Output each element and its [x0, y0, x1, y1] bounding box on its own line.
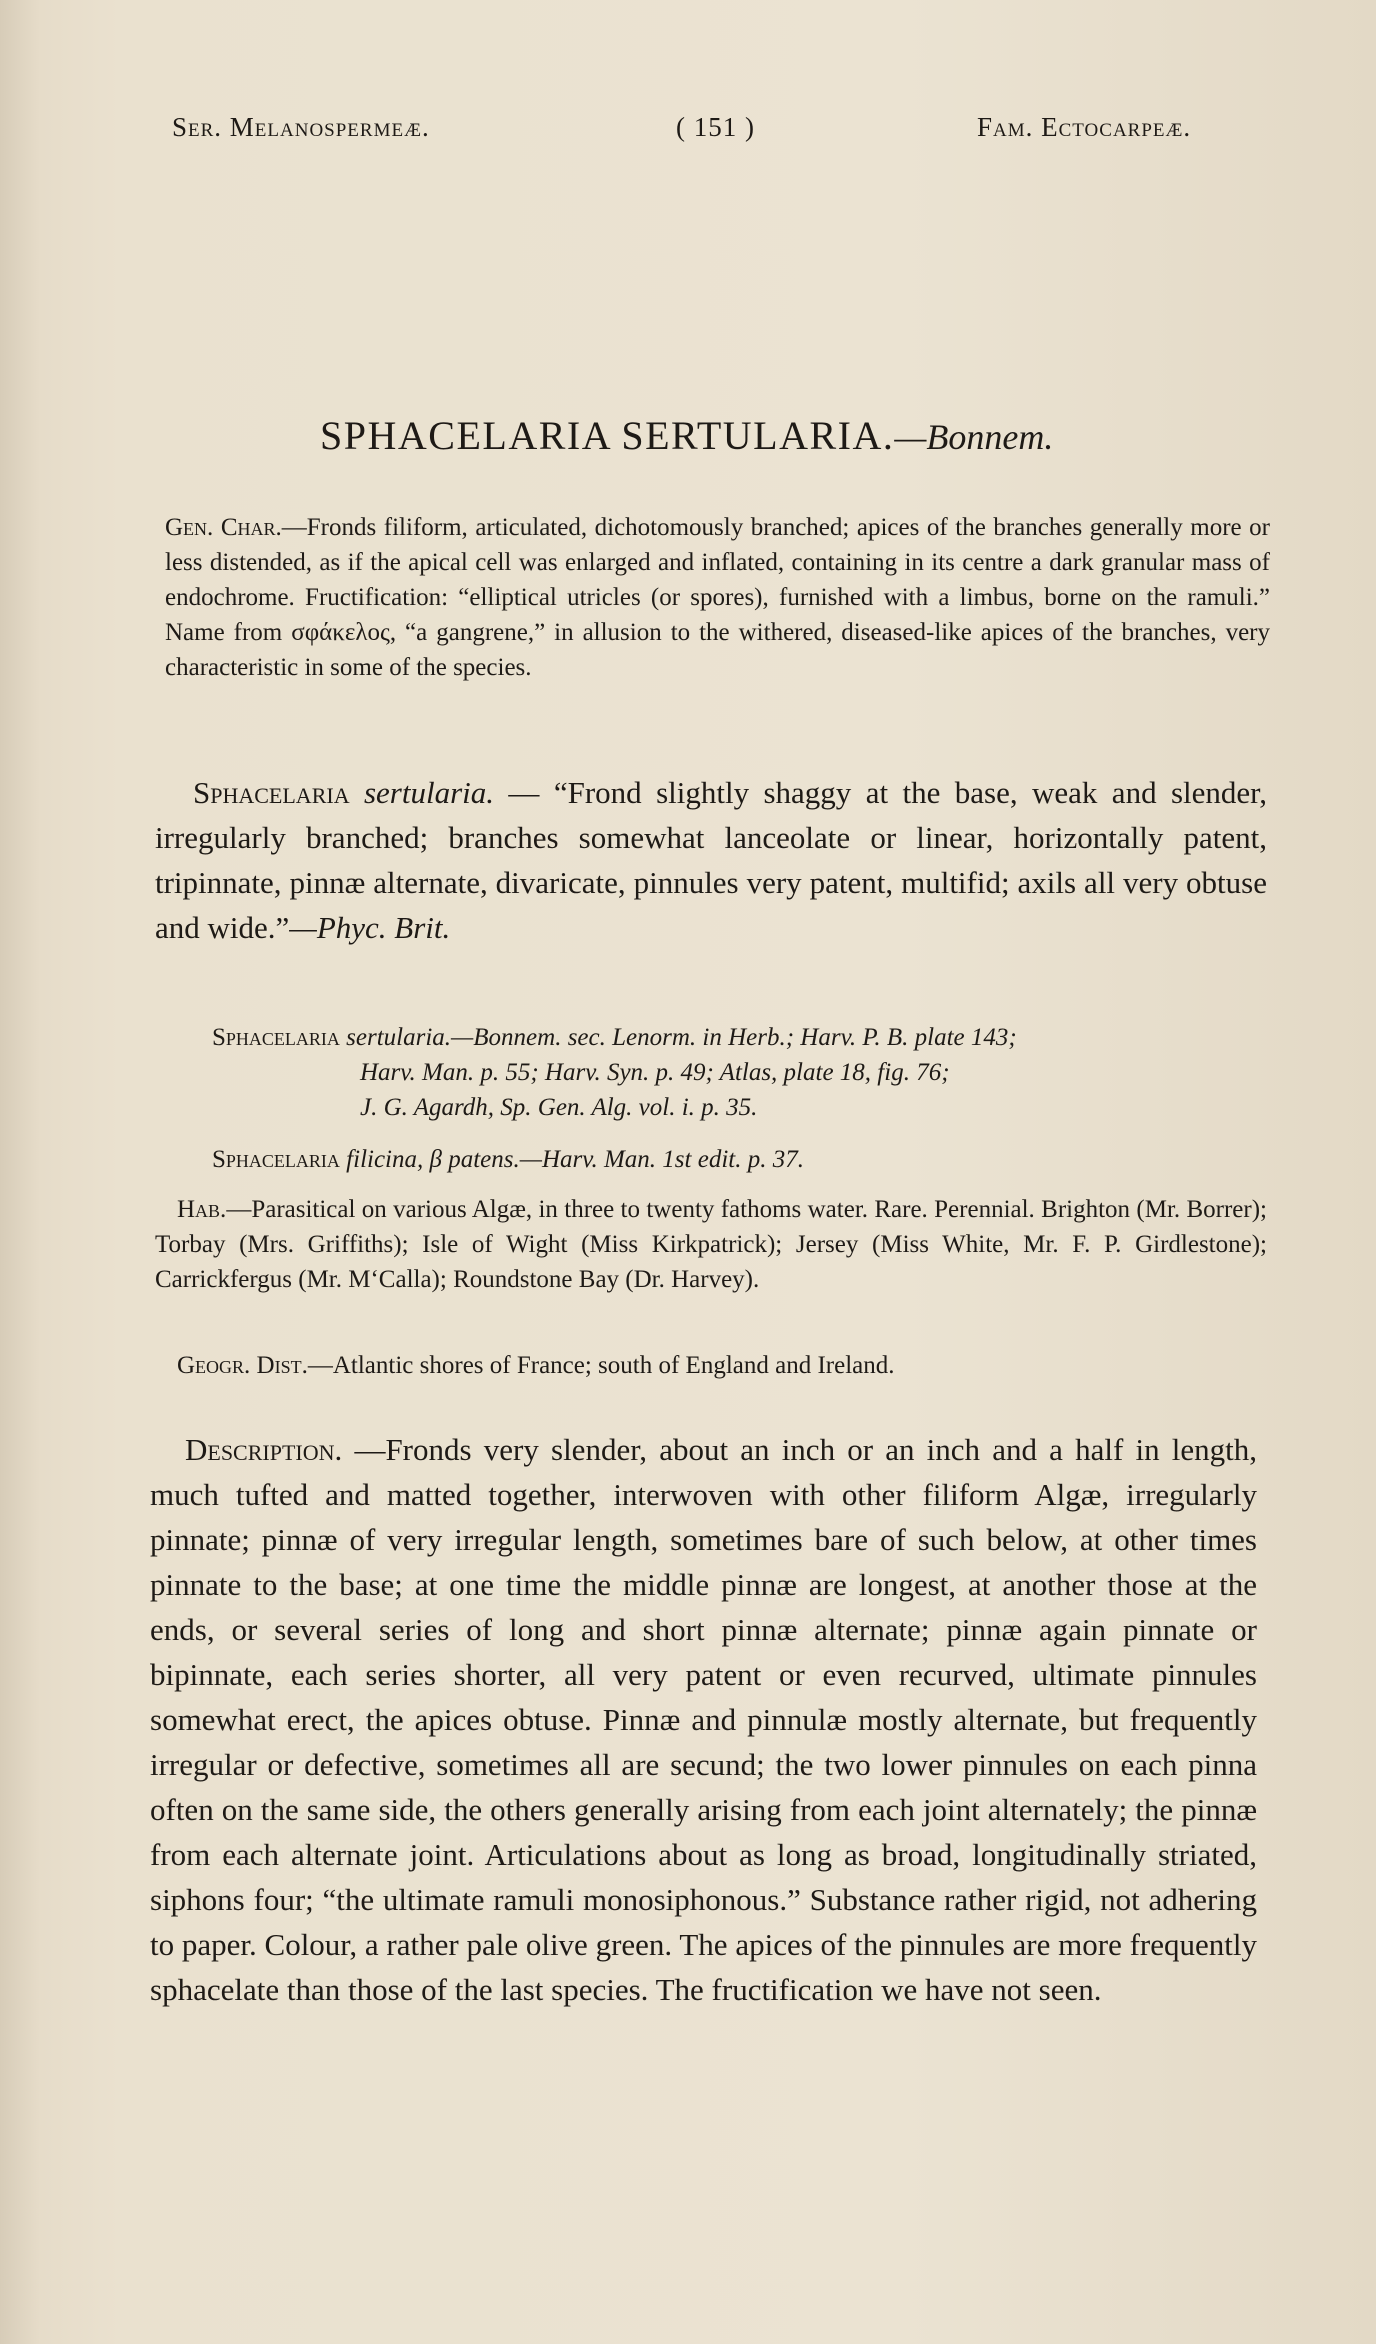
- synonymy-text: filicina, β patens.—Harv. Man. 1st edit. p. 37.: [339, 1146, 804, 1173]
- description-text: —Fronds very slender, about an inch or an inch and a half in length, much tufted and matted together, interwoven with other filiform Algæ, irregularly pinnate; pinnæ of very irregular length, sometimes bare of such below, at other times pinnate to the base; at one time the middle pinnæ are longest, at another those at the ends, or several series of long and short pinnæ alternate; pinnæ again pinnate or bipinnate, each series shorter, all very patent or even recurved, ultimate pinnules somewhat erect, the apices obtuse. Pinnæ and pinnulæ mostly alternate, but frequently irregular or defective, sometimes all are secund; the two lower pinnules on each pinna often on the same side, the others generally arising from each joint alternately; the pinnæ from each alternate joint. Articulations about as long as broad, longitudinally striated, siphons four; “the ultimate ramuli monosiphonous.” Substance rather rigid, not adhering to paper. Colour, a rather pale olive green. The apices of the pinnules are more frequently sphacelate than those of the last species. The fructification we have not seen.: [150, 1432, 1257, 2007]
- habitat-label: Hab.: [177, 1196, 227, 1223]
- geogr-text: —Atlantic shores of France; south of England and Ireland.: [307, 1352, 895, 1379]
- description: [150, 1427, 1257, 2012]
- species-title: [320, 412, 1140, 459]
- synonymy-line: [212, 1020, 1267, 1055]
- description-label: Description.: [185, 1432, 343, 1467]
- running-header-right: Fam. Ectocarpeæ.: [977, 112, 1192, 142]
- synonymy-text: J. G. Agardh, Sp. Gen. Alg. vol. i. p. 35.: [360, 1094, 758, 1121]
- gen-char-text: —Fronds filiform, articulated, dichotomously branched; apices of the branches generally more or less distended, as if the apical cell was enlarged and inflated, containing in its centre a dark granular mass of endochrome. Fructification: “elliptical utricles (or spores), furnished with a limbus, borne on the ramuli.” Name from σφάκελος, “a gangrene,” in allusion to the withered, diseased-like apices of the branches, very characteristic in some of the species.: [165, 514, 1271, 681]
- habitat: [155, 1192, 1267, 1297]
- diagnosis-source: —Phyc. Brit.: [289, 910, 451, 945]
- habitat-text: —Parasitical on various Algæ, in three to twenty fathoms water. Rare. Perennial. Brighton (Mr. Borrer); Torbay (Mrs. Griffiths); Isle of Wight (Miss Kirkpatrick); Jersey (Miss White, Mr. F. P. Girdlestone); Carrickfergus (Mr. M‘Calla); Roundstone Bay (Dr. Harvey).: [155, 1196, 1267, 1293]
- species-diagnosis: [155, 770, 1267, 950]
- synonymy-line: [212, 1090, 1267, 1125]
- species-title-main: SPHACELARIA SERTULARIA.: [320, 413, 895, 458]
- diagnosis-text: — “Frond slightly shaggy at the base, weak and slender, irregularly branched; branches somewhat lanceolate or linear, horizontally patent, tripinnate, pinnæ alternate, divaricate, pinnules very patent, multifid; axils all very obtuse and wide.”: [155, 775, 1267, 945]
- species-title-author: —Bonnem.: [894, 417, 1054, 457]
- synonymy-line: [212, 1055, 1267, 1090]
- geogr-label: Geogr. Dist.: [177, 1352, 308, 1379]
- page-number: ( 151 ): [676, 112, 755, 142]
- synonymy-text: Harv. Man. p. 55; Harv. Syn. p. 49; Atlas, plate 18, fig. 76;: [360, 1059, 950, 1086]
- gen-char-label: Gen. Char.: [165, 514, 282, 541]
- running-header-left: Ser. Melanospermeæ.: [172, 112, 430, 142]
- geographic-distribution: [177, 1348, 1267, 1383]
- synonymy-text: sertularia.—Bonnem. sec. Lenorm. in Herb.; Harv. P. B. plate 143;: [339, 1024, 1017, 1051]
- diagnosis-genus: Sphacelaria: [193, 775, 350, 810]
- generic-character: [165, 510, 1270, 685]
- synonymy-genus: Sphacelaria: [212, 1146, 340, 1173]
- synonymy-entry-2: [212, 1142, 1267, 1177]
- synonymy-entry-1: [212, 1020, 1267, 1125]
- diagnosis-species: sertularia.: [363, 775, 495, 810]
- synonymy-genus: Sphacelaria: [212, 1024, 340, 1051]
